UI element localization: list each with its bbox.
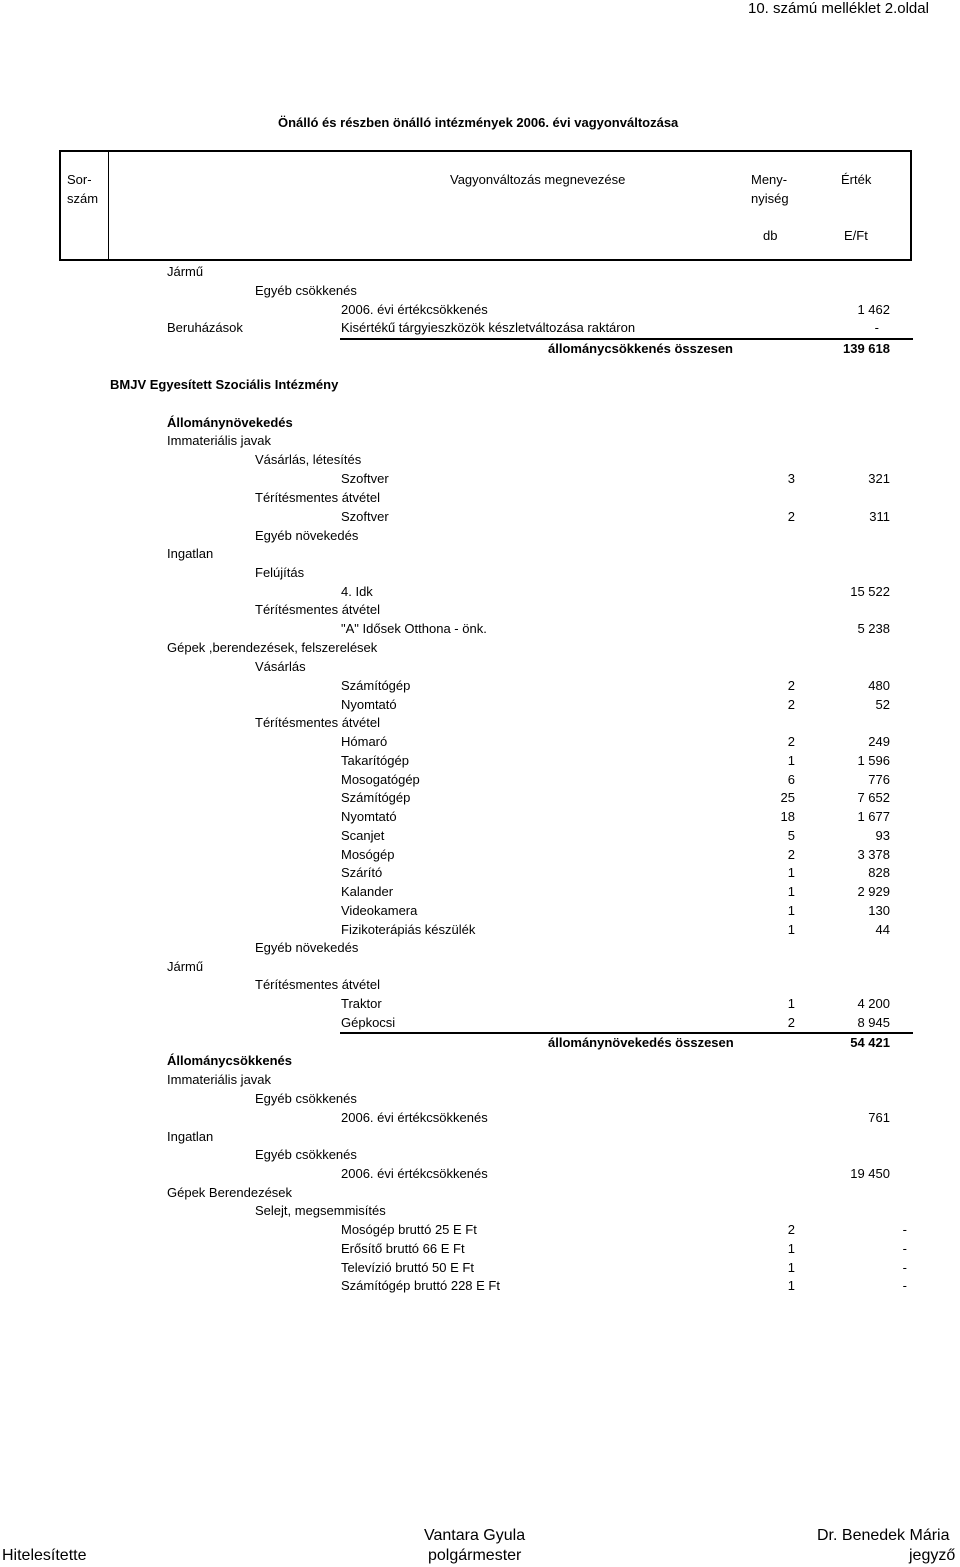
item-name: Erősítő bruttó 66 E Ft [341,1240,465,1256]
item-value: 93 [875,827,890,843]
item-value: 130 [868,902,890,918]
item-name: 4. Idk [341,584,373,599]
item-value: 776 [868,771,890,787]
subcategory-egyeb-csokkenes: Egyéb csökkenés [255,283,357,298]
item-value: 44 [875,921,890,937]
total-rule [340,338,913,340]
item-qty: 2 [787,846,795,862]
subcategory-vasarlas: Vásárlás [255,659,306,674]
total-label-novekedes: állománynövekedés összesen [548,1035,734,1050]
item-value: 1 677 [857,809,890,824]
column-divider [108,152,109,259]
category-beruhazasok: Beruházások [167,320,243,335]
item-qty: 2 [787,509,795,524]
item-name: Nyomtató [341,696,397,712]
footer-notary-name: Dr. Benedek Mária [817,1527,950,1544]
header-mennyiseg-2: nyiség [751,191,789,206]
subcategory-egyeb-novekedes: Egyéb növekedés [255,940,359,955]
category-jarmu: Jármű [167,264,204,279]
item-name: Nyomtató [341,809,397,824]
item-value: 1 596 [857,752,890,768]
item-qty: 5 [787,827,795,843]
item-name: Hómaró [341,734,388,749]
item-name: Mosógép [341,846,395,862]
item-value: 761 [868,1110,890,1125]
item-value: - [902,1259,907,1275]
item-name: Szoftver [341,509,389,524]
item-qty: 18 [780,809,795,824]
item-name: Televízió bruttó 50 E Ft [341,1259,474,1275]
item-qty: 25 [780,790,795,806]
item-value: 7 652 [857,790,890,806]
item-qty: 1 [787,1240,795,1256]
item-value: 8 945 [857,1014,890,1030]
item-value: 52 [875,696,890,712]
value-kiserteku: - [874,320,879,335]
section-allomanynovekedes: Állománynövekedés [167,415,293,430]
header-megnevezes: Vagyonváltozás megnevezése [450,172,626,187]
category-ingatlan: Ingatlan [167,546,214,561]
subcategory-teritesmentes: Térítésmentes átvétel [255,602,380,617]
item-value: 15 522 [850,584,890,599]
category-jarmu: Jármű [167,959,204,974]
item-value: 3 378 [857,846,890,862]
item-name: Számítógép bruttó 228 E Ft [341,1278,500,1294]
category-ingatlan: Ingatlan [167,1129,214,1144]
item-value: 2 929 [857,884,890,899]
total-value-csokkenes: 139 618 [843,341,890,356]
subcategory-egyeb-csokkenes: Egyéb csökkenés [255,1147,357,1162]
total-value-novekedes: 54 421 [850,1035,890,1050]
item-qty: 6 [787,771,795,787]
category-immaterialis: Immateriális javak [167,1072,272,1087]
item-name: Kalander [341,884,394,899]
item-qty: 1 [787,752,795,768]
subcategory-vasarlas-letesites: Vásárlás, létesítés [255,452,362,467]
item-value: 828 [868,865,890,881]
header-mennyiseg-1: Meny- [751,172,788,187]
page-header: 10. számú melléklet 2.oldal [748,0,929,17]
subcategory-selejt: Selejt, megsemmisítés [255,1203,386,1218]
footer-notary-title: jegyző [909,1547,956,1564]
item-name: Mosógép bruttó 25 E Ft [341,1222,477,1237]
subcategory-teritesmentes: Térítésmentes átvétel [255,715,380,730]
category-gepek: Gépek ,berendezések, felszerelések [167,640,378,655]
section-allomanycsokkenes: Állománycsökkenés [167,1053,293,1068]
item-qty: 3 [787,471,795,486]
item-qty: 1 [787,1278,795,1294]
item-name: 2006. évi értékcsökkenés [341,1110,488,1125]
item-ertekcsokkenes: 2006. évi értékcsökkenés [341,302,488,317]
subcategory-felujitas: Felújítás [255,565,305,580]
item-name: Gépkocsi [341,1014,396,1030]
item-name: Scanjet [341,827,385,843]
institution-name: BMJV Egyesített Szociális Intézmény [110,377,339,392]
item-qty: 1 [787,865,795,881]
item-name: Traktor [341,996,382,1011]
item-qty: 2 [787,678,795,693]
item-qty: 2 [787,1014,795,1030]
item-value: 19 450 [850,1166,890,1181]
total-label-csokkenes: állománycsökkenés összesen [548,341,733,356]
header-sorszam-2: szám [67,191,99,206]
item-qty: 1 [787,996,795,1011]
footer-mayor-name: Vantara Gyula [424,1527,526,1544]
subcategory-egyeb-csokkenes: Egyéb csökkenés [255,1091,357,1106]
value-ertekcsokkenes: 1 462 [857,302,890,317]
item-value: - [902,1240,907,1256]
total-rule [340,1032,913,1034]
item-value: 321 [868,471,890,486]
header-sorszam-1: Sor- [67,172,92,187]
item-value: 249 [868,734,890,749]
item-value: - [902,1222,907,1237]
table-header [59,150,912,261]
header-unit-eft: E/Ft [844,228,868,243]
item-name: Számítógép [341,790,411,806]
item-value: 311 [869,509,890,524]
item-name: Videokamera [341,902,418,918]
item-name: Szoftver [341,471,389,486]
page-title: Önálló és részben önálló intézmények 2006. évi vagyonváltozása [278,115,679,130]
footer-hitelesitette: Hitelesítette [2,1547,87,1564]
item-qty: 1 [787,902,795,918]
item-name: 2006. évi értékcsökkenés [341,1166,488,1181]
footer-mayor-title: polgármester [428,1547,522,1564]
subcategory-teritesmentes: Térítésmentes átvétel [255,490,380,505]
item-value: 4 200 [857,996,890,1011]
item-name: "A" Idősek Otthona - önk. [341,621,487,636]
item-name: Takarítógép [341,752,409,768]
item-name: Mosogatógép [341,771,420,787]
item-kiserteku: Kisértékű tárgyieszközök készletváltozása raktáron [341,320,636,335]
item-qty: 2 [787,1222,795,1237]
subcategory-egyeb-novekedes: Egyéb növekedés [255,528,359,543]
item-qty: 1 [787,884,795,899]
subcategory-teritesmentes: Térítésmentes átvétel [255,977,380,992]
item-qty: 1 [787,921,795,937]
item-qty: 1 [787,1259,795,1275]
header-ertek: Érték [841,172,872,187]
item-name: Fizikoterápiás készülék [341,921,476,937]
category-immaterialis: Immateriális javak [167,433,272,448]
header-unit-db: db [763,228,778,243]
item-qty: 2 [787,734,795,749]
item-value: - [902,1278,907,1294]
item-name: Számítógép [341,678,411,693]
item-name: Szárító [341,865,383,881]
item-value: 5 238 [857,621,890,636]
item-qty: 2 [787,696,795,712]
item-value: 480 [868,678,890,693]
category-gepek: Gépek Berendezések [167,1185,293,1200]
